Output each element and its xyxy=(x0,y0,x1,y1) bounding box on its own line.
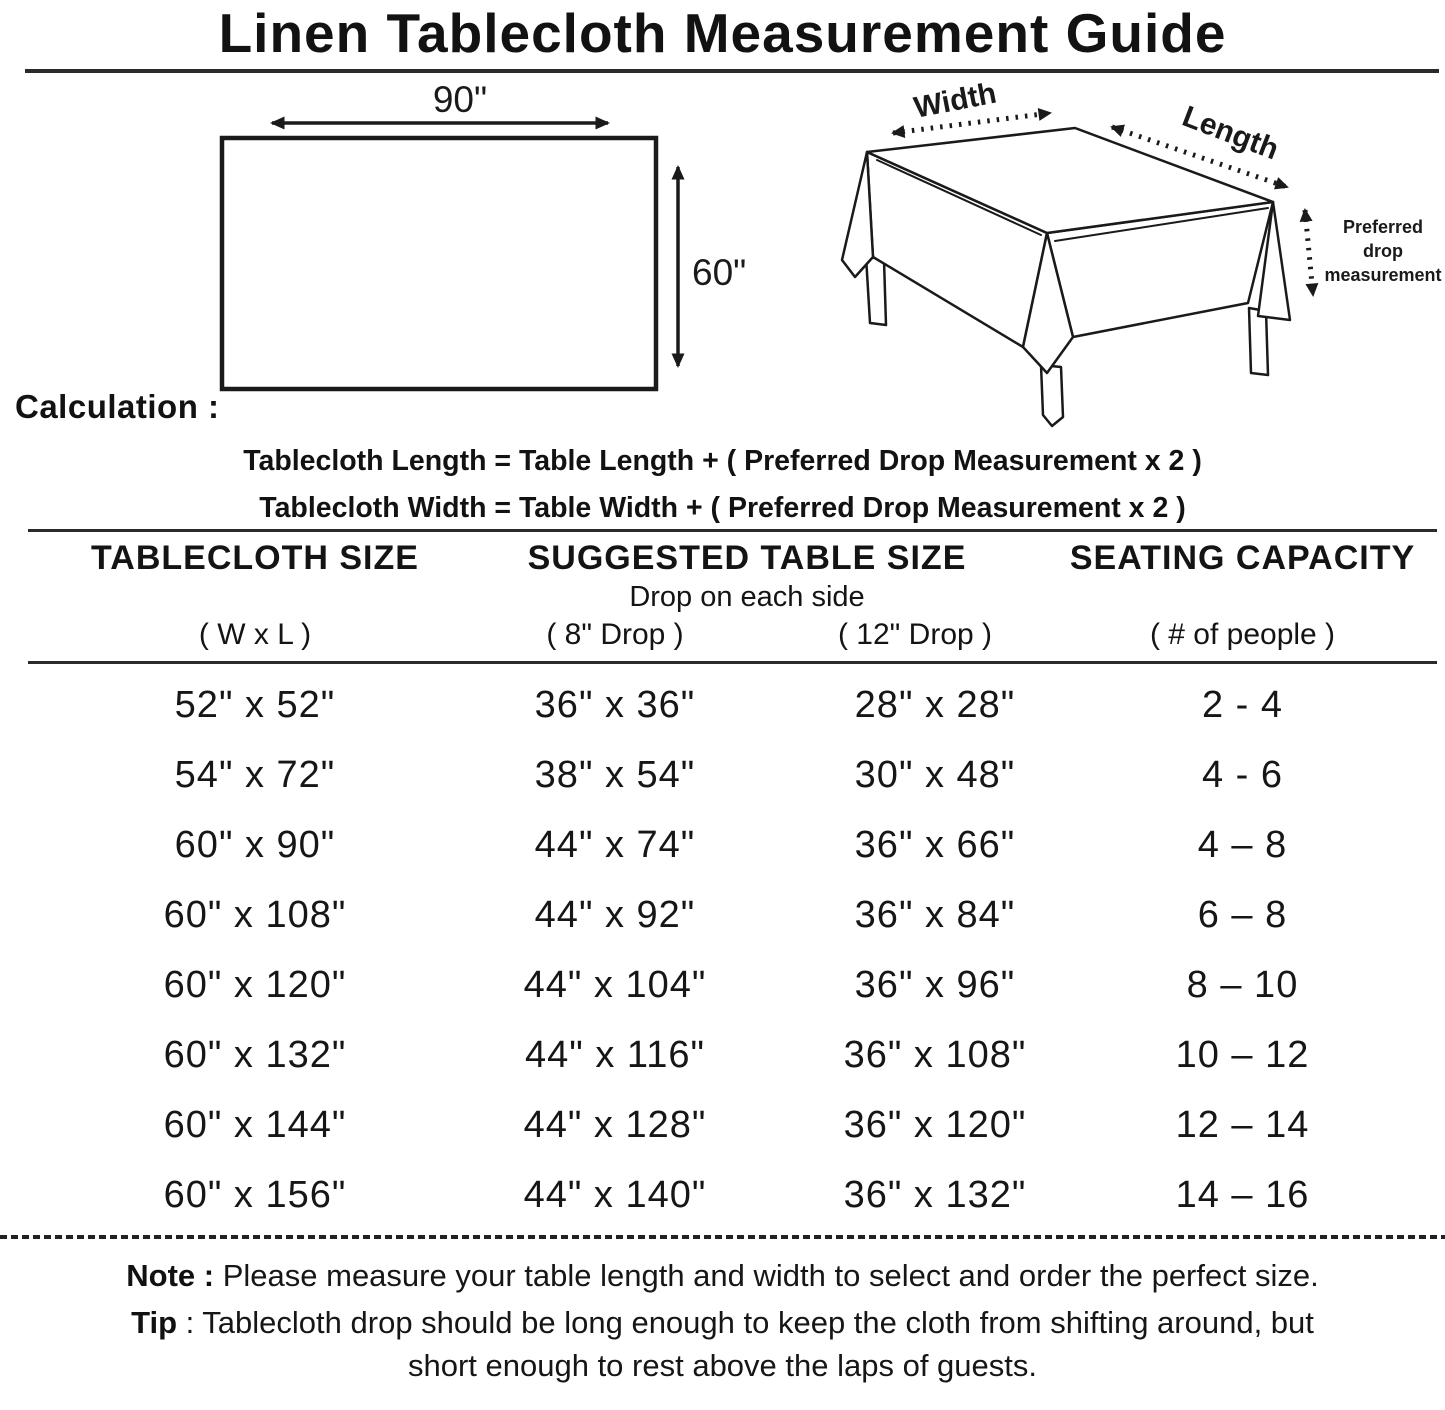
seating-capacity-cell: 4 – 8 xyxy=(1197,823,1288,866)
table-row xyxy=(30,1160,1415,1230)
suggested-size-12drop-cell: 28" x 28" xyxy=(854,683,1016,726)
length-formula: Tablecloth Length = Table Length + ( Preferred Drop Measurement x 2 ) xyxy=(243,445,1202,477)
suggested-size-8drop-cell: 44" x 74" xyxy=(534,823,696,866)
tip-text-line2: short enough to rest above the laps of guests. xyxy=(407,1348,1038,1383)
tip-text-line1 xyxy=(0,1305,1445,1341)
tablecloth-size-cell: 60" x 120" xyxy=(163,963,347,1006)
note-text xyxy=(0,1258,1445,1294)
seating-capacity-cell: 10 – 12 xyxy=(1175,1033,1310,1076)
suggested-size-8drop-cell: 44" x 116" xyxy=(525,1033,705,1076)
suggested-size-12drop-cell: 30" x 48" xyxy=(854,753,1016,796)
tablecloth-corner-flap-left xyxy=(842,152,873,277)
drop-arrow xyxy=(1305,210,1313,295)
table-header-rule xyxy=(28,661,1437,664)
tablecloth-size-cell: 60" x 144" xyxy=(163,1103,347,1146)
dashed-divider-line xyxy=(0,1235,1445,1239)
tablecloth-size-cell: 52" x 52" xyxy=(174,683,336,726)
suggested-size-8drop-cell: 44" x 104" xyxy=(523,963,707,1006)
header-col-seating-capacity xyxy=(1069,537,1416,661)
seating-capacity-cell: 4 - 6 xyxy=(1201,753,1284,796)
seating-capacity-cell: 8 – 10 xyxy=(1186,963,1299,1006)
tablecloth-size-cell: 60" x 90" xyxy=(174,823,336,866)
tablecloth-size-cell: 60" x 108" xyxy=(163,893,347,936)
tablecloth-size-cell: 60" x 132" xyxy=(163,1033,347,1076)
drop8-subheader: ( 8" Drop ) xyxy=(546,618,684,651)
suggested-size-12drop-cell: 36" x 132" xyxy=(843,1173,1027,1216)
page-title: Linen Tablecloth Measurement Guide xyxy=(218,2,1227,64)
width-label: Width xyxy=(911,76,1000,125)
table-row xyxy=(30,740,1415,810)
table-row xyxy=(30,1020,1415,1090)
suggested-size-12drop-cell: 36" x 96" xyxy=(854,963,1016,1006)
table-row xyxy=(30,810,1415,880)
drop-subheader-row xyxy=(480,615,1120,655)
drop12-subheader: ( 12" Drop ) xyxy=(837,618,993,651)
people-subheader: ( # of people ) xyxy=(1149,618,1336,651)
header-spacer xyxy=(1120,579,1365,615)
suggested-size-8drop-cell: 44" x 128" xyxy=(523,1103,707,1146)
table-leg-left xyxy=(866,256,886,325)
rect-width-dimension-label: 90" xyxy=(432,80,488,120)
header-col-tablecloth-size xyxy=(30,537,480,661)
table-row xyxy=(30,880,1415,950)
tablecloth-size-cell: 60" x 156" xyxy=(163,1173,347,1216)
note-label: Note : xyxy=(126,1258,215,1293)
suggested-size-8drop-cell: 44" x 92" xyxy=(534,893,696,936)
preferred-drop-label-line1: Preferred xyxy=(1342,217,1424,237)
seating-capacity-cell: 2 - 4 xyxy=(1201,683,1284,726)
preferred-drop-label-line3: measurement xyxy=(1324,265,1442,285)
seating-capacity-cell: 14 – 16 xyxy=(1175,1173,1310,1216)
suggested-size-12drop-cell: 36" x 108" xyxy=(843,1033,1027,1076)
rect-height-dimension-label: 60" xyxy=(692,252,747,293)
length-label: Length xyxy=(1177,99,1283,167)
table-row xyxy=(30,1090,1415,1160)
suggested-size-8drop-cell: 38" x 54" xyxy=(534,753,696,796)
suggested-size-8drop-cell: 44" x 140" xyxy=(523,1173,707,1216)
suggested-size-12drop-cell: 36" x 66" xyxy=(854,823,1016,866)
suggested-size-8drop-cell: 36" x 36" xyxy=(534,683,696,726)
tablecloth-on-table-illustration xyxy=(820,70,1445,440)
seating-capacity-cell: 12 – 14 xyxy=(1175,1103,1310,1146)
suggested-size-12drop-cell: 36" x 84" xyxy=(854,893,1016,936)
table-row xyxy=(30,950,1415,1020)
drop-on-each-side-subheader: Drop on each side xyxy=(629,580,865,613)
size-table-header xyxy=(30,531,1415,661)
tip-body-line1: : Tablecloth drop should be long enough to keep the cloth from shifting around, but xyxy=(177,1305,1314,1340)
preferred-drop-label-line2: drop xyxy=(1363,241,1403,261)
wxl-subheader: ( W x L ) xyxy=(198,618,312,651)
header-spacer xyxy=(30,579,480,615)
note-body: Please measure your table length and width to select and order the perfect size. xyxy=(214,1258,1319,1293)
tablecloth-rectangle-diagram xyxy=(200,80,780,440)
tablecloth-size-cell: 54" x 72" xyxy=(174,753,336,796)
width-formula: Tablecloth Width = Table Width + ( Preferred Drop Measurement x 2 ) xyxy=(259,492,1186,524)
suggested-size-12drop-cell: 36" x 120" xyxy=(843,1103,1027,1146)
seating-capacity-header: SEATING CAPACITY xyxy=(1069,538,1416,577)
tablecloth-size-header: TABLECLOTH SIZE xyxy=(91,538,419,577)
size-table-body xyxy=(30,670,1415,1230)
tablecloth-rectangle xyxy=(222,138,656,389)
header-col-suggested-table-size xyxy=(480,537,1120,661)
tip-label: Tip xyxy=(131,1305,178,1340)
seating-capacity-cell: 6 – 8 xyxy=(1197,893,1288,936)
suggested-table-size-header: SUGGESTED TABLE SIZE xyxy=(527,538,967,577)
calculation-heading: Calculation : xyxy=(15,388,220,425)
table-row xyxy=(30,670,1415,740)
table-leg-front xyxy=(1041,365,1063,426)
